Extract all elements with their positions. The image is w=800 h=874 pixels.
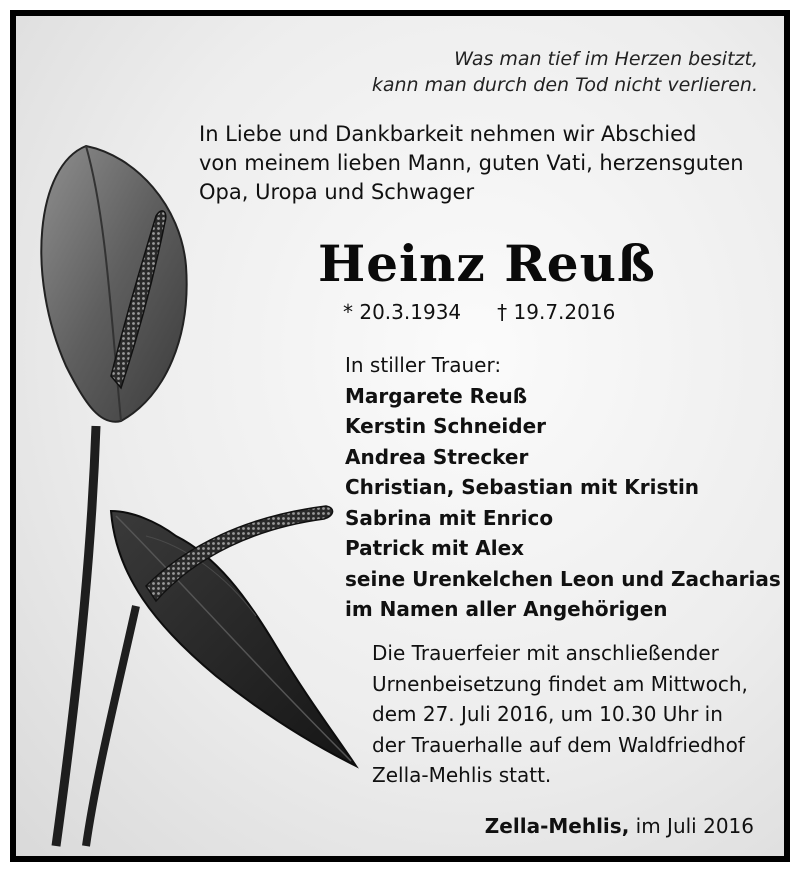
quote-line: Was man tief im Herzen besitzt, (454, 48, 758, 70)
mourners-heading: In stiller Trauer: (345, 353, 502, 377)
mourners-list (345, 350, 781, 625)
funeral-line: dem 27. Juli 2016, um 10.30 Uhr in (372, 702, 723, 726)
birth-date: * 20.3.1934 (343, 300, 462, 324)
mourner-name: Patrick mit Alex (345, 536, 525, 560)
signoff-place: Zella-Mehlis, (484, 814, 630, 838)
intro-line: In Liebe und Dankbarkeit nehmen wir Abschied (199, 122, 697, 146)
obituary-frame (10, 10, 790, 862)
quote-line: kann man durch den Tod nicht verlieren. (371, 74, 758, 96)
farewell-intro (199, 120, 744, 207)
death-date: † 19.7.2016 (497, 300, 616, 324)
mourner-name: seine Urenkelchen Leon und Zacharias (345, 566, 781, 591)
memorial-quote (372, 46, 758, 98)
mourner-name: Andrea Strecker (345, 444, 529, 469)
funeral-details (372, 638, 769, 791)
mourner-name: Margarete Reuß (345, 383, 528, 408)
intro-line: Opa, Uropa und Schwager (199, 180, 475, 204)
funeral-line: Urnenbeisetzung findet am Mittwoch, (372, 671, 748, 696)
mourner-name: Kerstin Schneider (345, 414, 546, 438)
signoff (485, 814, 754, 838)
funeral-line: der Trauerhalle auf dem Waldfriedhof (372, 732, 745, 757)
signoff-date: im Juli 2016 (635, 814, 754, 838)
life-dates (343, 300, 615, 324)
deceased-name: Heinz Reuß (318, 234, 656, 293)
intro-line: von meinem lieben Mann, guten Vati, herzensguten (199, 151, 744, 175)
mourner-name: Christian, Sebastian mit Kristin (345, 475, 700, 499)
mourner-name: im Namen aller Angehörigen (345, 597, 668, 621)
funeral-line: Die Trauerfeier mit anschließender (372, 641, 719, 665)
mourner-name: Sabrina mit Enrico (345, 505, 554, 530)
funeral-line: Zella-Mehlis statt. (372, 763, 552, 787)
